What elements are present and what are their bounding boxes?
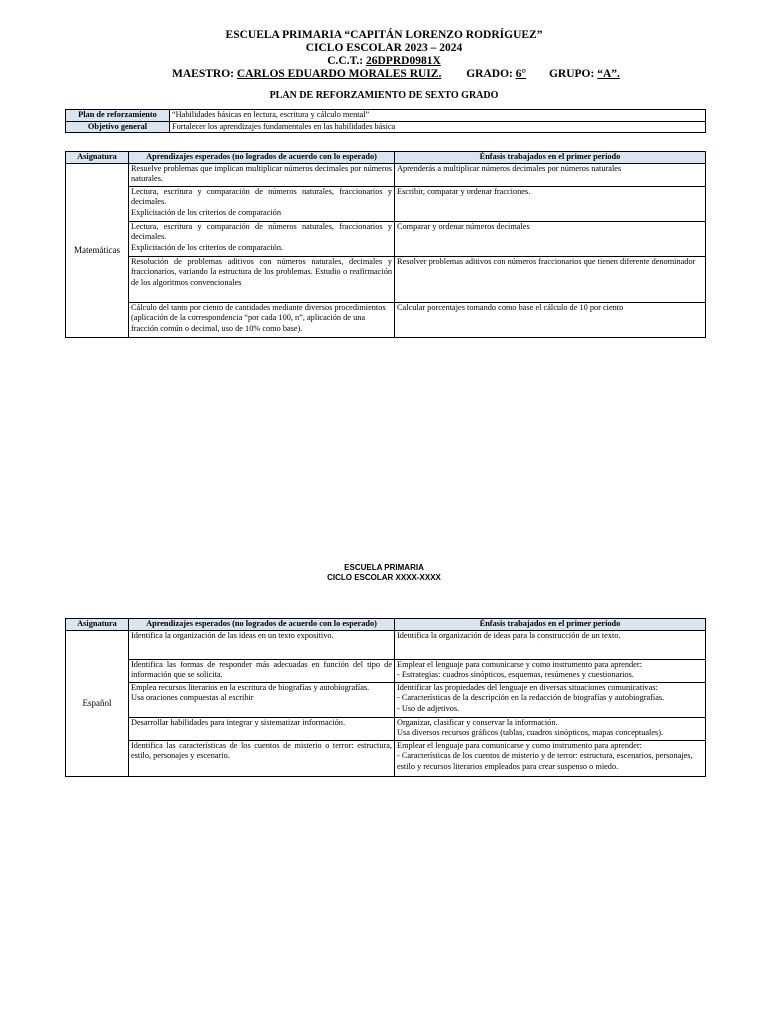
cct-line [0,55,768,68]
expected-cell: Emplea recursos literarios en la escritura de biografías y autobiografías. Usa oraciones compuestas al escribir [129,682,395,717]
expected-cell: Resuelve problemas que implican multiplicar números decimales por números naturales. [129,163,395,186]
spanish-table [65,618,706,777]
col-emphasis-header: Énfasis trabajados en el primer periodo [395,152,706,164]
expected-cell: Lectura, escritura y comparación de números naturales, fraccionarios y decimales. Explicitación de los criterios de comparación. [129,221,395,256]
school-cycle: CICLO ESCOLAR 2023 – 2024 [305,42,463,54]
cct-label: C.C.T.: [327,55,366,67]
emphasis-cell: Emplear el lenguaje para comunicarse y como instrumento para aprender: - Características de los cuentos de misterio y de terror: estructura, escenarios, personajes, estilo y recursos literarios empleados para crear suspenso o miedo. [395,740,706,776]
plan-title: PLAN DE REFORZAMIENTO DE SEXTO GRADO [269,90,499,101]
school-name-2: ESCUELA PRIMARIA [344,563,424,572]
expected-cell: Identifica las características de los cuentos de misterio o terror: estructura, estilo, personajes y escenario. [129,740,395,776]
emphasis-cell: Emplear el lenguaje para comunicarse y como instrumento para aprender: - Estrategias: cuadros sinópticos, esquemas, resúmenes y cuestionarios. [395,659,706,682]
subject-cell: Español [66,630,129,776]
emphasis-cell: Comparar y ordenar números decimales [395,221,706,256]
cct-value: 26DPRD0981X [366,55,441,67]
emphasis-cell: Resolver problemas aditivos con números fraccionarios que tienen diferente denominador [395,256,706,302]
plan-label: Plan de reforzamiento [66,110,170,122]
expected-cell: Desarrollar habilidades para integrar y sistematizar información. [129,717,395,740]
col-subject-header: Asignatura [66,619,129,631]
teacher-name: CARLOS EDUARDO MORALES RUIZ. [236,68,442,80]
emphasis-cell: Organizar, clasificar y conservar la información. Usa diversos recursos gráficos (tablas, cuadros sinópticos, mapas conceptuales). [395,717,706,740]
info-table [65,109,706,133]
grade-label: GRADO: [466,68,516,80]
emphasis-cell: Calcular porcentajes tomando como base el cálculo de 10 por ciento [395,302,706,337]
subject-cell: Matemáticas [66,163,129,337]
objective-label: Objetivo general [66,121,170,133]
emphasis-cell: Escribir, comparar y ordenar fracciones. [395,186,706,221]
expected-cell: Resolución de problemas aditivos con números naturales, decimales y fraccionarios, variando la estructura de los problemas. Estudio o reafirmación de los algoritmos convencionales [129,256,395,302]
school-cycle-2: CICLO ESCOLAR XXXX-XXXX [327,573,441,582]
col-expected-header: Aprendizajes esperados (no logrados de acuerdo con lo esperado) [129,619,395,631]
expected-cell: Lectura, escritura y comparación de números naturales, fraccionarios y decimales. Explicitación de los criterios de comparación [129,186,395,221]
group-label: GRUPO: [548,68,598,80]
teacher-line [172,68,620,81]
col-subject-header: Asignatura [66,152,129,164]
group-value: “A”. [597,68,620,80]
teacher-label: MAESTRO: [172,68,237,80]
col-expected-header: Aprendizajes esperados (no logrados de acuerdo con lo esperado) [129,152,395,164]
school-name: ESCUELA PRIMARIA “CAPITÁN LORENZO RODRÍGUEZ” [225,29,543,41]
grade-value: 6° [515,68,527,80]
expected-cell: Identifica las formas de responder más adecuadas en función del tipo de información que se solicita. [129,659,395,682]
col-emphasis-header: Énfasis trabajados en el primer periodo [395,619,706,631]
emphasis-cell: Identificar las propiedades del lenguaje en diversas situaciones comunicativas: - Características de la descripción en la redacción de biografías y autobiografías. - Uso de adjetivos. [395,682,706,717]
expected-cell: Identifica la organización de las ideas en un texto expositivo. [129,630,395,659]
expected-cell: Cálculo del tanto por ciento de cantidades mediante diversos procedimientos (aplicación de la correspondencia “por cada 100, n”, aplicación de una fracción común o decimal, uso de 10% como base). [129,302,395,337]
math-table [65,151,706,338]
emphasis-cell: Identifica la organización de ideas para la construcción de un texto. [395,630,706,659]
emphasis-cell: Aprenderás a multiplicar números decimales por números naturales [395,163,706,186]
plan-value: “Habilidades básicas en lectura, escritura y cálculo mental” [170,110,706,122]
objective-value: Fortalecer los aprendizajes fundamentales en las habilidades básica [170,121,706,133]
